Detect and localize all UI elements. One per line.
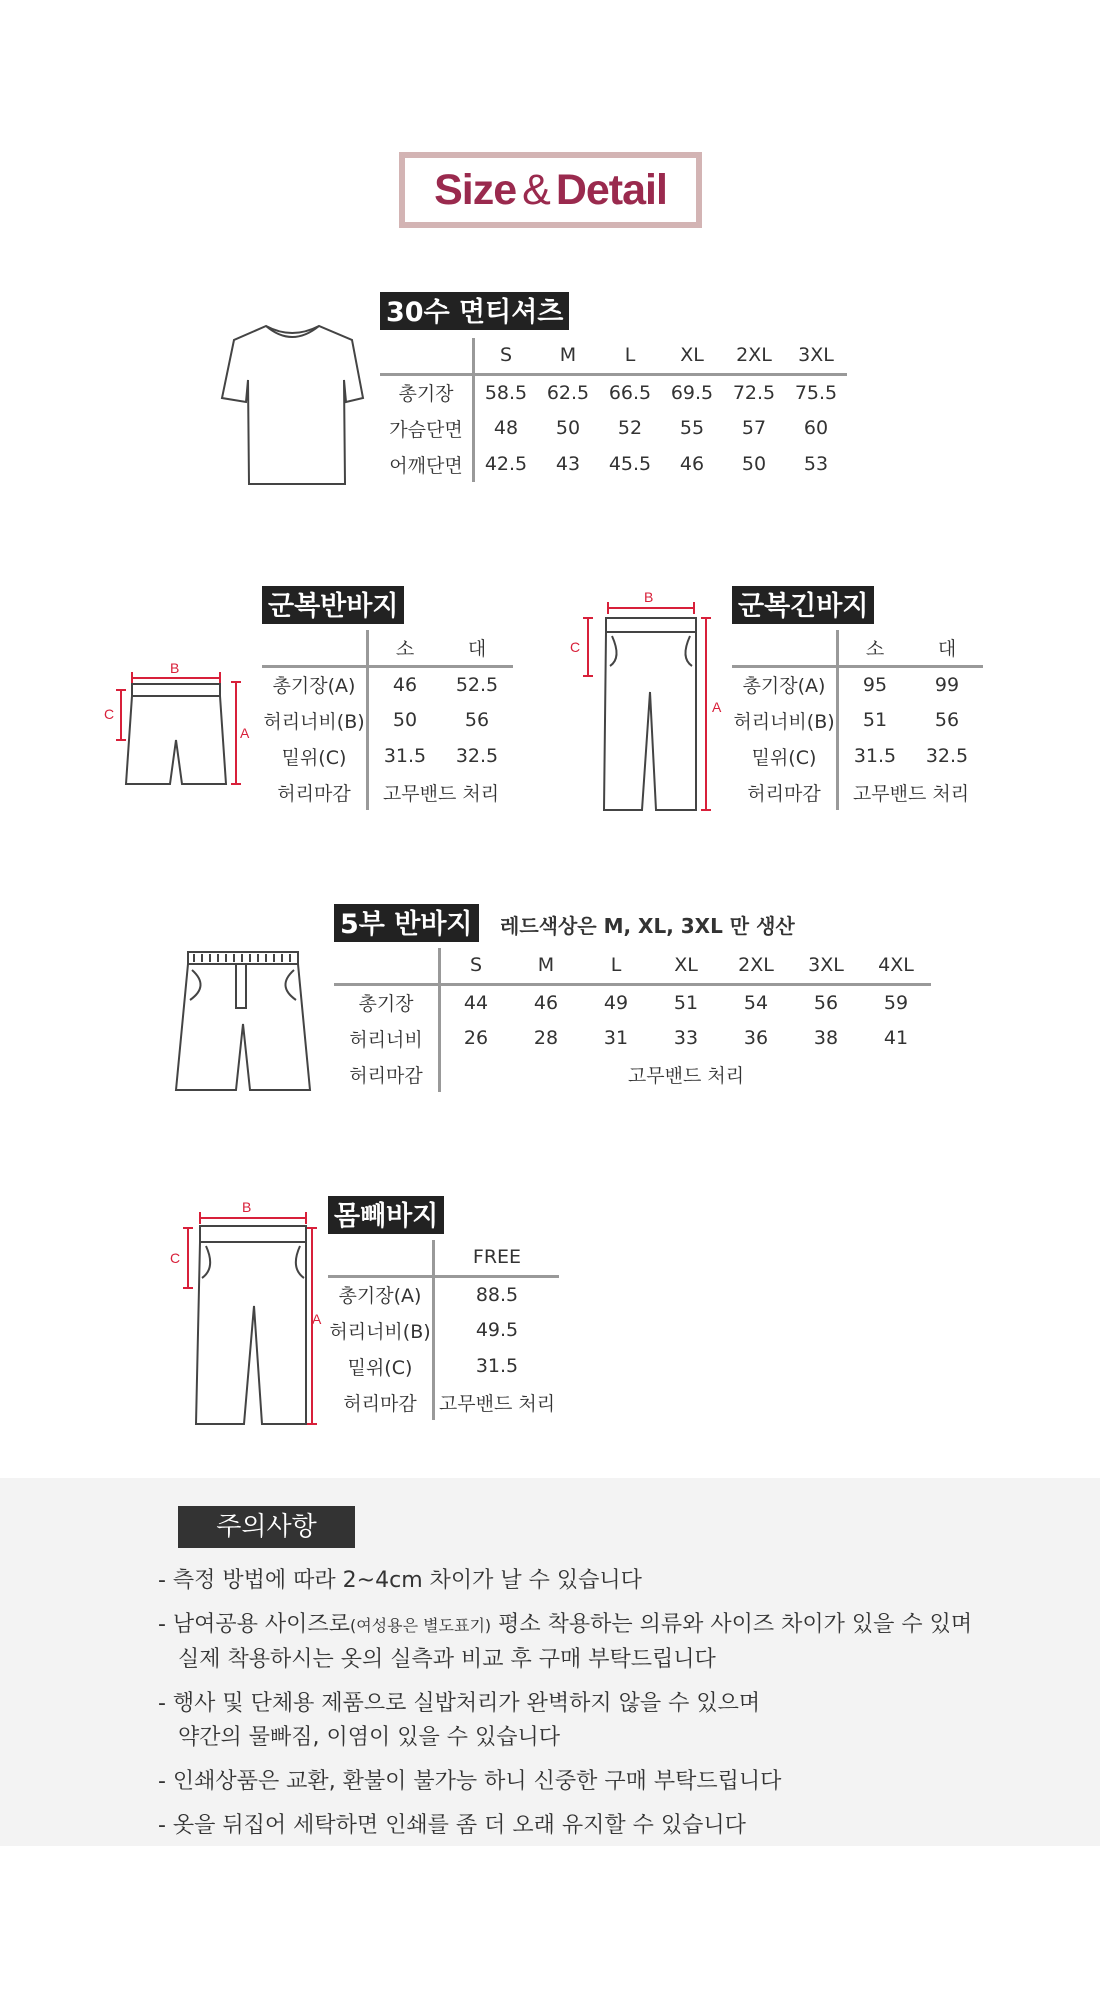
- cell: 46: [392, 673, 418, 696]
- row-label: 허리마감: [334, 1056, 440, 1092]
- tshirt-section-tag: 30수 면티셔츠: [380, 292, 569, 330]
- table-row: [732, 702, 983, 738]
- cell: 43: [555, 453, 581, 475]
- notice-tag: 주의사항: [178, 1506, 355, 1548]
- five-shorts-size-table: [334, 948, 931, 1092]
- cell: 42.5: [484, 453, 528, 475]
- measure-label-c: C: [104, 706, 115, 722]
- cell: 50: [555, 417, 581, 439]
- row-label: 총기장(A): [732, 666, 838, 702]
- size-header: FREE: [434, 1240, 560, 1276]
- cell: 69.5: [670, 381, 714, 404]
- notice-item: [158, 1564, 1058, 1598]
- measure-label-b: B: [242, 1199, 252, 1215]
- military-pants-drawing: [570, 588, 722, 813]
- row-label: 총기장(A): [328, 1276, 434, 1312]
- cell: 51: [862, 709, 888, 731]
- momppe-pants-drawing: [170, 1198, 325, 1428]
- cell: 88.5: [475, 1283, 519, 1306]
- notice-continuation: 약간의 물빠짐, 이염이 있을 수 있습니다: [178, 1725, 560, 1750]
- cell: 26: [463, 1027, 489, 1049]
- notice-item: [158, 1687, 1058, 1755]
- table-row: [262, 738, 513, 774]
- cell: 36: [743, 1027, 769, 1049]
- table-corner: [334, 948, 440, 984]
- cell: 31.5: [475, 1355, 519, 1377]
- measure-label-a: A: [712, 699, 722, 715]
- cell: 59: [883, 991, 909, 1014]
- measure-label-c: C: [170, 1250, 181, 1266]
- size-header: L: [599, 338, 661, 374]
- cell: 고무밴드 처리: [627, 1064, 745, 1087]
- row-label: 허리너비(B): [732, 702, 838, 738]
- row-label: 밑위(C): [262, 738, 368, 774]
- page-title: [422, 164, 679, 216]
- cell: 38: [813, 1027, 839, 1049]
- cell: 51: [673, 991, 699, 1014]
- cell: 49: [603, 991, 629, 1014]
- size-header: M: [537, 338, 599, 374]
- row-label: 허리너비(B): [262, 702, 368, 738]
- cell: 56: [934, 709, 960, 731]
- size-header: M: [511, 948, 581, 984]
- notice-text: - 옷을 뒤집어 세탁하면 인쇄를 좀 더 오래 유지할 수 있습니다: [158, 1813, 746, 1838]
- notice-text: - 인쇄상품은 교환, 환불이 불가능 하니 신중한 구매 부탁드립니다: [158, 1769, 782, 1794]
- table-row: [328, 1312, 559, 1348]
- five-shorts-drawing: [170, 948, 315, 1098]
- row-label: 어깨단면: [380, 446, 474, 482]
- notice-text: - 측정 방법에 따라 2~4cm 차이가 날 수 있습니다: [158, 1568, 642, 1593]
- size-header: S: [440, 948, 512, 984]
- five-shorts-section-tag: 5부 반바지: [334, 904, 479, 942]
- cell: 32.5: [455, 745, 499, 767]
- row-label: 총기장(A): [262, 666, 368, 702]
- size-header: S: [474, 338, 538, 374]
- title-right: Detail: [555, 165, 667, 214]
- measure-label-c: C: [570, 639, 581, 655]
- row-label: 허리마감: [262, 774, 368, 810]
- military-shorts-drawing: [104, 660, 249, 790]
- table-row: [380, 374, 847, 410]
- row-label: 가슴단면: [380, 410, 474, 446]
- cell: 46: [533, 991, 559, 1014]
- cell: 58.5: [484, 381, 528, 404]
- cell: 고무밴드 처리: [852, 782, 970, 805]
- measure-label-a: A: [240, 725, 250, 741]
- cell: 45.5: [608, 453, 652, 475]
- size-header: XL: [661, 338, 723, 374]
- row-label: 허리너비: [334, 1020, 440, 1056]
- row-label: 밑위(C): [328, 1348, 434, 1384]
- page-title-frame: [399, 152, 702, 228]
- notice-text: 평소 착용하는 의류와 사이즈 차이가 있을 수 있며: [491, 1612, 973, 1637]
- table-row: [380, 446, 847, 482]
- military-pants-section-tag: 군복긴바지: [732, 586, 874, 624]
- measure-label-b: B: [170, 660, 180, 676]
- size-header: L: [581, 948, 651, 984]
- military-shorts-section-tag: 군복반바지: [262, 586, 404, 624]
- title-amp: &: [522, 165, 550, 214]
- size-header: XL: [651, 948, 721, 984]
- table-corner: [328, 1240, 434, 1276]
- table-header-row: [262, 630, 513, 666]
- table-row: [334, 1056, 931, 1092]
- cell: 54: [743, 991, 769, 1014]
- momppe-size-table: [328, 1240, 559, 1420]
- table-row: [328, 1276, 559, 1312]
- cell: 62.5: [546, 381, 590, 404]
- cell: 32.5: [925, 745, 969, 767]
- table-row: [328, 1384, 559, 1420]
- size-header: 3XL: [785, 338, 847, 374]
- cell: 50: [741, 453, 767, 475]
- cell: 41: [883, 1027, 909, 1049]
- notice-item: [158, 1765, 1058, 1799]
- cell: 72.5: [732, 381, 776, 404]
- notice-item: [158, 1809, 1058, 1843]
- notice-item: [158, 1608, 1058, 1677]
- cell: 31: [603, 1027, 629, 1049]
- row-label: 총기장: [380, 374, 474, 410]
- cell: 66.5: [608, 381, 652, 404]
- cell: 33: [673, 1027, 699, 1049]
- table-row: [328, 1348, 559, 1384]
- cell: 49.5: [475, 1319, 519, 1341]
- tshirt-drawing: [220, 322, 365, 487]
- notice-text: - 행사 및 단체용 제품으로 실밥처리가 완벽하지 않을 수 있으며: [158, 1691, 761, 1716]
- table-corner: [262, 630, 368, 666]
- cell: 60: [803, 417, 829, 439]
- cell: 99: [934, 673, 960, 696]
- row-label: 허리마감: [732, 774, 838, 810]
- table-corner: [380, 338, 474, 374]
- cell: 56: [464, 709, 490, 731]
- cell: 48: [493, 417, 519, 439]
- measure-label-b: B: [644, 589, 654, 605]
- cell: 53: [803, 453, 829, 475]
- cell: 57: [741, 417, 767, 439]
- cell: 고무밴드 처리: [382, 782, 500, 805]
- five-shorts-note: 레드색상은 M, XL, 3XL 만 생산: [500, 914, 795, 938]
- cell: 31.5: [853, 745, 897, 767]
- table-row: [334, 1020, 931, 1056]
- table-row: [334, 984, 931, 1020]
- row-label: 밑위(C): [732, 738, 838, 774]
- cell: 46: [679, 453, 705, 475]
- cell: 고무밴드 처리: [438, 1392, 556, 1415]
- size-header: 대: [911, 630, 983, 666]
- cell: 52: [617, 417, 643, 439]
- size-header: 소: [368, 630, 442, 666]
- table-header-row: [380, 338, 847, 374]
- title-left: Size: [434, 165, 517, 214]
- notice-small-text: (여성용은 별도표기): [349, 1616, 492, 1635]
- cell: 56: [813, 991, 839, 1014]
- row-label: 허리마감: [328, 1384, 434, 1420]
- row-label: 허리너비(B): [328, 1312, 434, 1348]
- notice-continuation: 실제 착용하시는 옷의 실측과 비교 후 구매 부탁드립니다: [178, 1647, 716, 1672]
- table-row: [262, 774, 513, 810]
- tshirt-size-table: [380, 338, 847, 482]
- cell: 75.5: [794, 381, 838, 404]
- table-row: [262, 666, 513, 702]
- size-header: 4XL: [861, 948, 931, 984]
- table-header-row: [328, 1240, 559, 1276]
- cell: 31.5: [383, 745, 427, 767]
- row-label: 총기장: [334, 984, 440, 1020]
- momppe-section-tag: 몸빼바지: [328, 1196, 444, 1234]
- notice-list: [158, 1564, 1058, 1853]
- size-header: 2XL: [723, 338, 785, 374]
- table-row: [732, 738, 983, 774]
- cell: 55: [679, 417, 705, 439]
- table-header-row: [334, 948, 931, 984]
- size-header: 대: [441, 630, 513, 666]
- cell: 95: [862, 673, 888, 696]
- size-header: 2XL: [721, 948, 791, 984]
- table-row: [262, 702, 513, 738]
- table-row: [380, 410, 847, 446]
- cell: 28: [533, 1027, 559, 1049]
- cell: 50: [392, 709, 418, 731]
- size-header: 3XL: [791, 948, 861, 984]
- cell: 52.5: [455, 673, 499, 696]
- table-header-row: [732, 630, 983, 666]
- table-corner: [732, 630, 838, 666]
- table-row: [732, 666, 983, 702]
- military-pants-size-table: [732, 630, 983, 810]
- cell: 44: [463, 991, 489, 1014]
- notice-text: - 남여공용 사이즈로: [158, 1612, 350, 1637]
- measure-label-a: A: [312, 1311, 322, 1327]
- size-header: 소: [838, 630, 912, 666]
- military-shorts-size-table: [262, 630, 513, 810]
- table-row: [732, 774, 983, 810]
